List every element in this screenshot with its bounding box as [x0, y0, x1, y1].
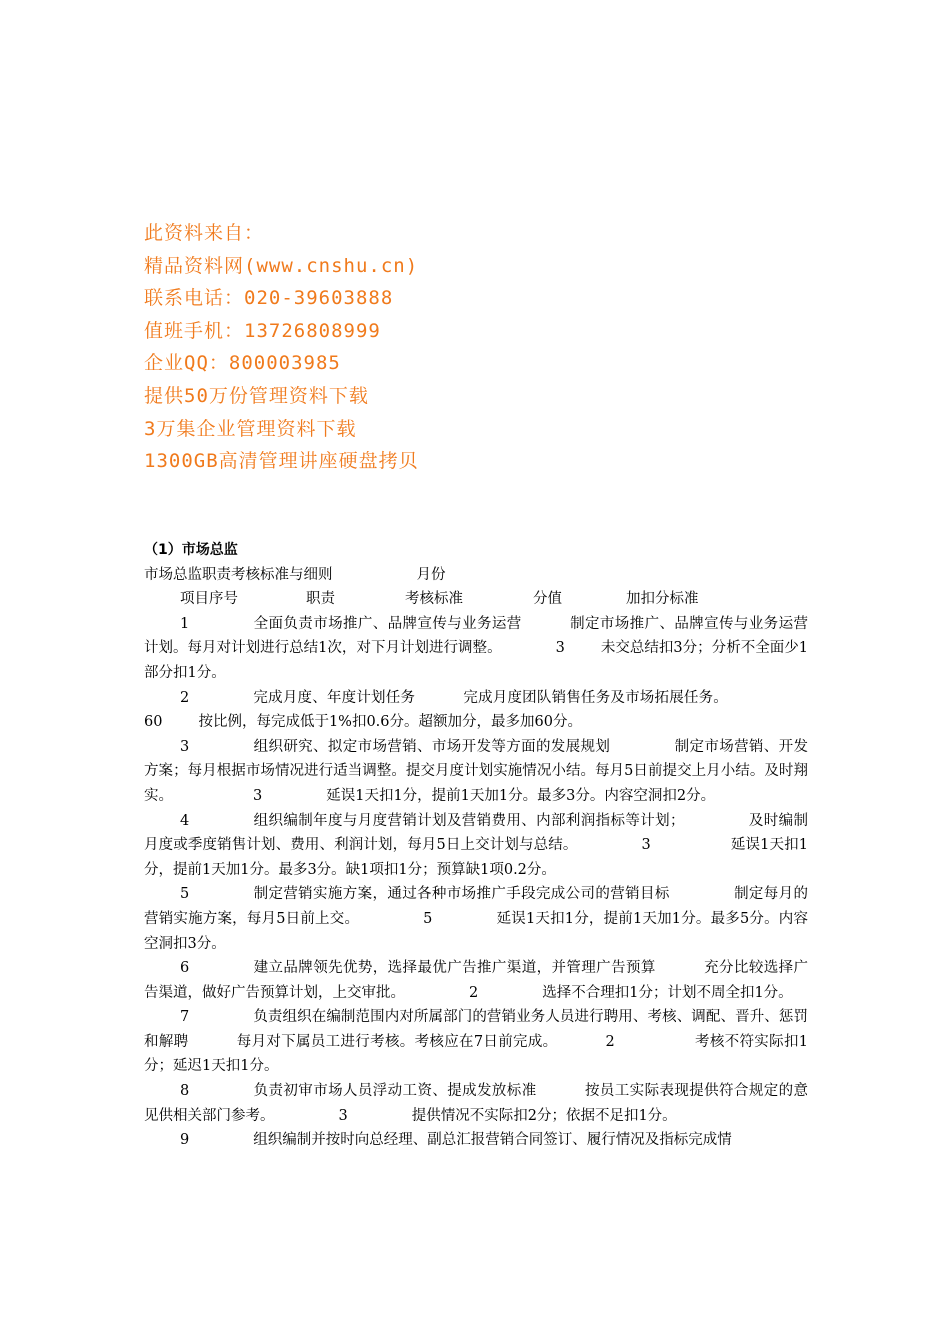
item-score: 60 — [144, 714, 163, 731]
list-item — [144, 1079, 808, 1128]
item-duty: 建立品牌领先优势，选择最优广告推广渠道，并管理广告预算 — [253, 960, 656, 977]
item-score: 2 — [469, 984, 479, 1001]
item-duty: 组织编制年度与月度营销计划及营销费用、内部利润指标等计划； — [253, 812, 685, 829]
item-duty: 全面负责市场推广、品牌宣传与业务运营 — [253, 615, 522, 632]
item-no: 8 — [180, 1083, 190, 1100]
item-no: 1 — [180, 615, 190, 632]
item-standard: 完成月度团队销售任务及市场拓展任务。 — [463, 689, 729, 706]
col-header-no: 项目序号 — [180, 591, 238, 608]
column-header-row — [144, 587, 808, 612]
item-standard: 制定市场推广、品牌宣传与业务运营计划。每月对计划进行总结1次，对下月计划进行调整。 — [144, 615, 809, 657]
doc-subtitle-text: 市场总监职责考核标准与细则 — [144, 566, 333, 583]
promo-line-website: 精品资料网(www.cnshu.cn) — [144, 254, 419, 277]
item-rule: 考核不符实际扣1分；延迟1天扣1分。 — [144, 1033, 808, 1075]
item-standard: 每月对下属员工进行考核。考核应在7日前完成。 — [236, 1033, 558, 1050]
promo-line-phone: 联系电话：020-39603888 — [144, 287, 394, 310]
item-standard: 及时编制月度或季度销售计划、费用、利润计划，每月5日上交计划与总结。 — [144, 812, 809, 854]
col-header-score: 分值 — [533, 591, 562, 608]
item-duty: 完成月度、年度计划任务 — [253, 689, 416, 706]
source-promo-block — [144, 217, 419, 478]
promo-line-mobile: 值班手机：13726808999 — [144, 319, 381, 342]
promo-line-offer-2: 3万集企业管理资料下载 — [144, 417, 357, 440]
promo-line-source: 此资料来自： — [144, 222, 265, 244]
list-item — [144, 1005, 808, 1079]
item-rule: 选择不合理扣1分；计划不周全扣1分。 — [542, 984, 793, 1001]
list-item — [144, 809, 808, 883]
item-no: 5 — [180, 886, 190, 903]
item-no: 6 — [180, 960, 190, 977]
list-item — [144, 956, 808, 1005]
item-no: 3 — [180, 738, 190, 755]
doc-subtitle — [144, 563, 808, 588]
list-item — [144, 612, 808, 686]
col-header-standard: 考核标准 — [405, 591, 463, 608]
item-score: 3 — [555, 640, 565, 657]
section-heading: （1）市场总监 — [144, 542, 238, 558]
promo-line-offer-3: 1300GB高清管理讲座硬盘拷贝 — [144, 450, 419, 473]
item-rule: 延误1天扣1分，提前1天加1分。最多3分。内容空洞扣2分。 — [326, 787, 716, 804]
item-no: 9 — [180, 1132, 190, 1149]
item-standard: 充分比较选择广告渠道，做好广告预算计划，上交审批。 — [144, 960, 809, 1001]
item-rule: 提供情况不实际扣2分；依据不足扣1分。 — [411, 1107, 677, 1124]
list-item — [144, 882, 808, 956]
promo-line-qq: 企业QQ：800003985 — [144, 352, 341, 375]
col-header-duty: 职责 — [306, 591, 335, 608]
item-rule: 延误1天扣1分，提前1天加1分。最多3分。缺1项扣1分；预算缺1项0.2分。 — [144, 837, 808, 878]
item-rule: 延误1天扣1分，提前1天加1分。最多5分。内容空洞扣3分。 — [144, 910, 808, 952]
item-no: 4 — [180, 812, 190, 829]
item-no: 7 — [180, 1009, 190, 1026]
item-standard: 制定市场营销、开发方案；每月根据市场情况进行适当调整。提交月度计划实施情况小结。每月5日前提交上月小结。及时翔实。 — [144, 738, 809, 804]
doc-subtitle-month: 月份 — [416, 566, 446, 583]
list-item — [144, 1128, 808, 1153]
item-no: 2 — [180, 689, 190, 706]
item-score: 2 — [605, 1033, 615, 1050]
item-standard: 按员工实际表现提供符合规定的意见供相关部门参考。 — [144, 1083, 809, 1124]
item-score: 5 — [423, 910, 433, 927]
list-item — [144, 686, 808, 735]
item-rule: 按比例，每完成低于1%扣0.6分。超额加分，最多加60分。 — [198, 714, 582, 731]
list-item — [144, 735, 808, 809]
item-score: 3 — [641, 837, 651, 854]
item-duty: 组织研究、拟定市场营销、市场开发等方面的发展规划 — [253, 738, 611, 755]
item-duty: 组织编制并按时向总经理、副总汇报营销合同签订、履行情况及指标完成情 — [253, 1132, 732, 1149]
promo-line-offer-1: 提供50万份管理资料下载 — [144, 384, 369, 407]
item-rule: 未交总结扣3分；分析不全面少1部分扣1分。 — [144, 640, 808, 681]
item-duty: 负责组织在编制范围内对所属部门的营销业务人员进行聘用、考核、调配、晋升、惩罚和解聘 — [144, 1009, 808, 1050]
item-score: 3 — [338, 1107, 348, 1124]
col-header-rule: 加扣分标准 — [626, 591, 699, 608]
item-standard: 制定每月的营销实施方案，每月5日前上交。 — [144, 886, 809, 927]
item-score: 3 — [253, 787, 263, 804]
item-duty: 负责初审市场人员浮动工资、提成发放标准 — [253, 1083, 537, 1100]
document-body — [144, 538, 808, 1153]
item-duty: 制定营销实施方案，通过各种市场推广手段完成公司的营销目标 — [253, 886, 670, 903]
